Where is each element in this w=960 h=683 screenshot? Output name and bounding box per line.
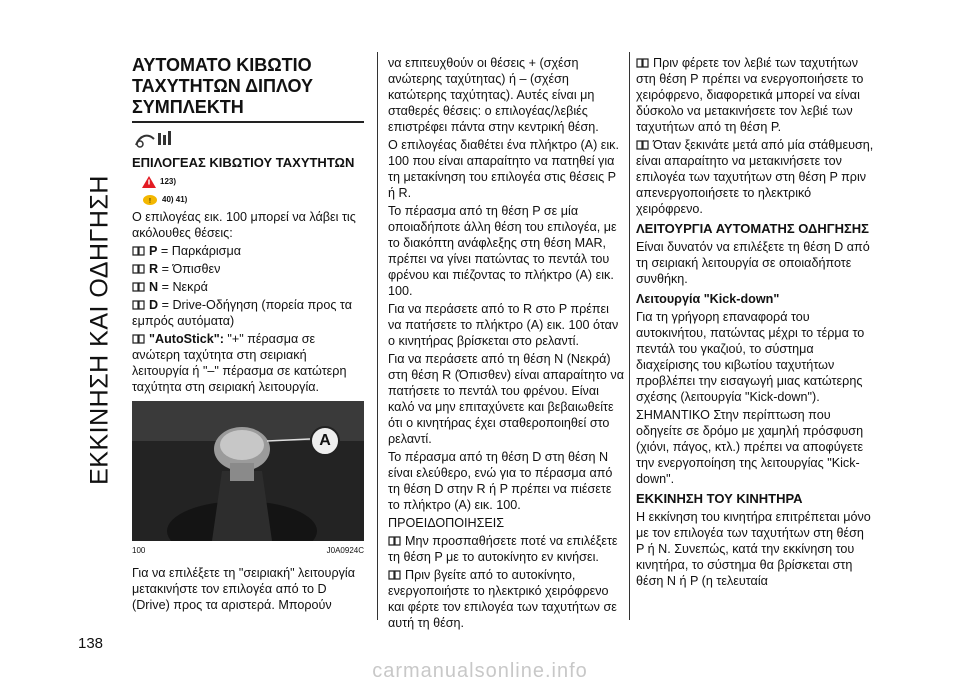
book-icon xyxy=(132,262,145,272)
paragraph: Ο επιλογέας διαθέτει ένα πλήκτρο (A) εικ. 100 που είναι απαραίτητο να πατηθεί για τη μετακίνηση του επιλογέα στις θέσεις P ή R. xyxy=(388,138,619,200)
gear-selector-photo xyxy=(132,401,364,541)
heading-kick-down: Λειτουργία "Kick-down" xyxy=(636,292,780,306)
paragraph: Το πέρασμα από τη θέση P σε μία οποιαδήποτε άλλη θέση του επιλογέα, με το διακόπτη ανάφλεξης στη θέση MAR, πρέπει να γίνει πατώντας το πεντάλ του φρένου και πιέζοντας το πλήκτρο (A) εικ. 100. xyxy=(388,204,617,298)
caution-ref-row xyxy=(132,191,364,209)
section-title-vertical xyxy=(80,40,120,620)
column-divider xyxy=(377,52,378,620)
title-rule xyxy=(132,121,364,123)
book-icon xyxy=(636,56,649,66)
svg-text:!: ! xyxy=(149,198,151,205)
gear-position-text: = Όπισθεν xyxy=(158,262,221,276)
warning-item: Μην προσπαθήσετε ποτέ να επιλέξετε τη θέση P με το αυτοκίνητο εν κινήσει. xyxy=(388,534,618,564)
paragraph: Για τη γρήγορη επαναφορά του αυτοκινήτου, πατώντας μέχρι το τέρμα το πεντάλ του γκαζιού, το σύστημα διαχείρισης του κιβωτίου ταχυτήτων προβλέπει την εισαγωγή μιας κατώτερης σχέσης (λειτουργία "Kick-down"). xyxy=(636,310,865,404)
warning-item: Όταν ξεκινάτε μετά από μία στάθμευση, είναι απαραίτητο να μετακινήσετε τον επιλογέα των ταχυτήτων στη θέση P πριν απενεργοποιήσετε το ηλεκτρικό χειρόφρενο. xyxy=(636,138,874,216)
book-icon xyxy=(388,568,401,578)
gear-position-text: = Νεκρά xyxy=(158,280,208,294)
gear-position-key: "AutoStick": xyxy=(149,332,224,346)
page-number: 138 xyxy=(78,635,104,652)
paragraph: να επιτευχθούν οι θέσεις + (σχέση ανώτερης ταχύτητας) ή – (σχέση κατώτερης ταχύτητας). Αυτές είναι μη σταθερές θέσεις: ο επιλογέας/λεβιές επιστρέφει πάντα στην κεντρική θέση. xyxy=(388,56,599,134)
heading-automatic-mode: ΛΕΙΤΟΥΡΓΙΑ ΑΥΤΟΜΑΤΗΣ ΟΔΗΓΗΣΗΣ xyxy=(636,221,869,236)
gear-position-item xyxy=(132,297,364,329)
paragraph: Είναι δυνατόν να επιλέξετε τη θέση D από τη σειριακή λειτουργία σε οποιαδήποτε συνθήκη. xyxy=(636,240,870,286)
warning-item: Πριν βγείτε από το αυτοκίνητο, ενεργοποιήστε το ηλεκτρικό χειρόφρενο και φέρτε τον επιλογέα των ταχυτήτων σε αυτή τη θέση. xyxy=(388,568,617,630)
intro-paragraph: Ο επιλογέας εικ. 100 μπορεί να λάβει τις ακόλουθες θέσεις: xyxy=(132,210,356,240)
column-2 xyxy=(388,55,626,633)
book-icon xyxy=(132,244,145,254)
gear-position-key: D xyxy=(149,298,159,312)
figure-caption xyxy=(132,543,364,559)
after-figure-paragraph: Για να επιλέξετε τη "σειριακή" λειτουργία μετακινήστε τον επιλογέα από το D (Drive) προς τα αριστερά. Μπορούν xyxy=(132,566,355,612)
gear-position-item xyxy=(132,279,364,295)
gear-position-item xyxy=(132,243,364,259)
caution-ref: 40) 41) xyxy=(162,195,188,204)
paragraph: Το πέρασμα από τη θέση D στη θέση N είναι ελεύθερο, ενώ για το πέρασμα από τη θέση D στην R ή P πρέπει να πιέσετε το πλήκτρο (A) εικ. 100. xyxy=(388,450,613,512)
gear-position-text: = Drive-Οδήγηση (πορεία προς τα εμπρός αυτόματα) xyxy=(132,298,352,328)
gear-position-text: "+" πέρασμα σε ανώτερη ταχύτητα στη σειριακή λειτουργία ή "–" πέρασμα σε κατώτερη ταχύτητα στη σειριακή λειτουργία. xyxy=(132,332,347,394)
figure-code: J0A0924C xyxy=(326,546,364,555)
warning-item: Πριν φέρετε τον λεβιέ των ταχυτήτων στη θέση P πρέπει να ενεργοποιήσετε το χειρόφρενο, διαφορετικά μπορεί να είναι δύσκολο να μετακινήσετε τον λεβιέ των ταχυτήτων από τη θέση P. xyxy=(636,56,864,134)
transmission-icon xyxy=(132,129,364,151)
warning-ref: 123) xyxy=(160,177,177,186)
caution-hand-icon xyxy=(142,194,158,206)
column-1 xyxy=(132,55,364,615)
warning-triangle-icon xyxy=(142,176,156,188)
book-icon xyxy=(132,298,145,308)
gear-positions-list xyxy=(132,243,364,395)
heading-engine-start: ΕΚΚΙΝΗΣΗ ΤΟΥ ΚΙΝΗΤΗΡΑ xyxy=(636,491,803,506)
subsection-heading: ΕΠΙΛΟΓΕΑΣ ΚΙΒΩΤΙΟΥ ΤΑΧΥΤΗΤΩΝ xyxy=(132,155,355,170)
paragraph: Για να περάσετε από τη θέση N (Νεκρά) στη θέση R (Όπισθεν) είναι απαραίτητο να πατήσετε το πεντάλ του φρένου. Είναι καλό να μην επιταχύνετε και βεβαιωθείτε ότι ο κινητήρας έχει σταθεροποιηθεί στο ρελαντί. xyxy=(388,352,625,446)
book-icon xyxy=(132,280,145,290)
gear-position-text: = Παρκάρισμα xyxy=(157,244,241,258)
column-3 xyxy=(636,55,874,591)
footer-watermark: carmanualsonline.info xyxy=(372,660,588,682)
book-icon xyxy=(636,138,649,148)
book-icon xyxy=(132,332,145,342)
button-a-label: A xyxy=(310,426,340,456)
figure-number: 100 xyxy=(132,546,146,555)
column-divider xyxy=(629,52,630,620)
gear-position-item xyxy=(132,261,364,277)
warning-ref-row xyxy=(132,173,364,191)
gear-position-key: P xyxy=(149,244,158,258)
gear-position-key: R xyxy=(149,262,159,276)
paragraph-important: ΣΗΜΑΝΤΙΚΟ Στην περίπτωση που οδηγείτε σε δρόμο με χαμηλή πρόσφυση (χιόνι, πάγος, κτλ.) πρέπει να αποφύγετε την ενεργοποίηση της λειτουργίας "Kick-down". xyxy=(636,408,864,486)
paragraph: Η εκκίνηση του κινητήρα επιτρέπεται μόνο με τον επιλογέα των ταχυτήτων στη θέση P ή N. Συνεπώς, κατά την εκκίνηση του κινητήρα, το σύστημα θα βρίσκεται στη θέση N ή P (η τελευταία xyxy=(636,510,871,588)
gear-position-key: N xyxy=(149,280,159,294)
section-title-text: ΕΚΚΙΝΗΣΗ ΚΑΙ ΟΔΗΓΗΣΗ xyxy=(85,175,114,485)
page-title: ΑΥΤΟΜΑΤΟ ΚΙΒΩΤΙΟ ΤΑΧΥΤΗΤΩΝ ΔΙΠΛΟΥ ΣΥΜΠΛΕΚΤΗ xyxy=(132,55,314,117)
gear-position-item xyxy=(132,331,364,395)
paragraph: Για να περάσετε από το R στο P πρέπει να πατήσετε το πλήκτρο (A) εικ. 100 όταν ο κινητήρας βρίσκεται στο ρελαντί. xyxy=(388,302,619,348)
book-icon xyxy=(388,534,401,544)
warnings-heading: ΠΡΟΕΙΔΟΠΟΙΗΣΕΙΣ xyxy=(388,516,505,530)
